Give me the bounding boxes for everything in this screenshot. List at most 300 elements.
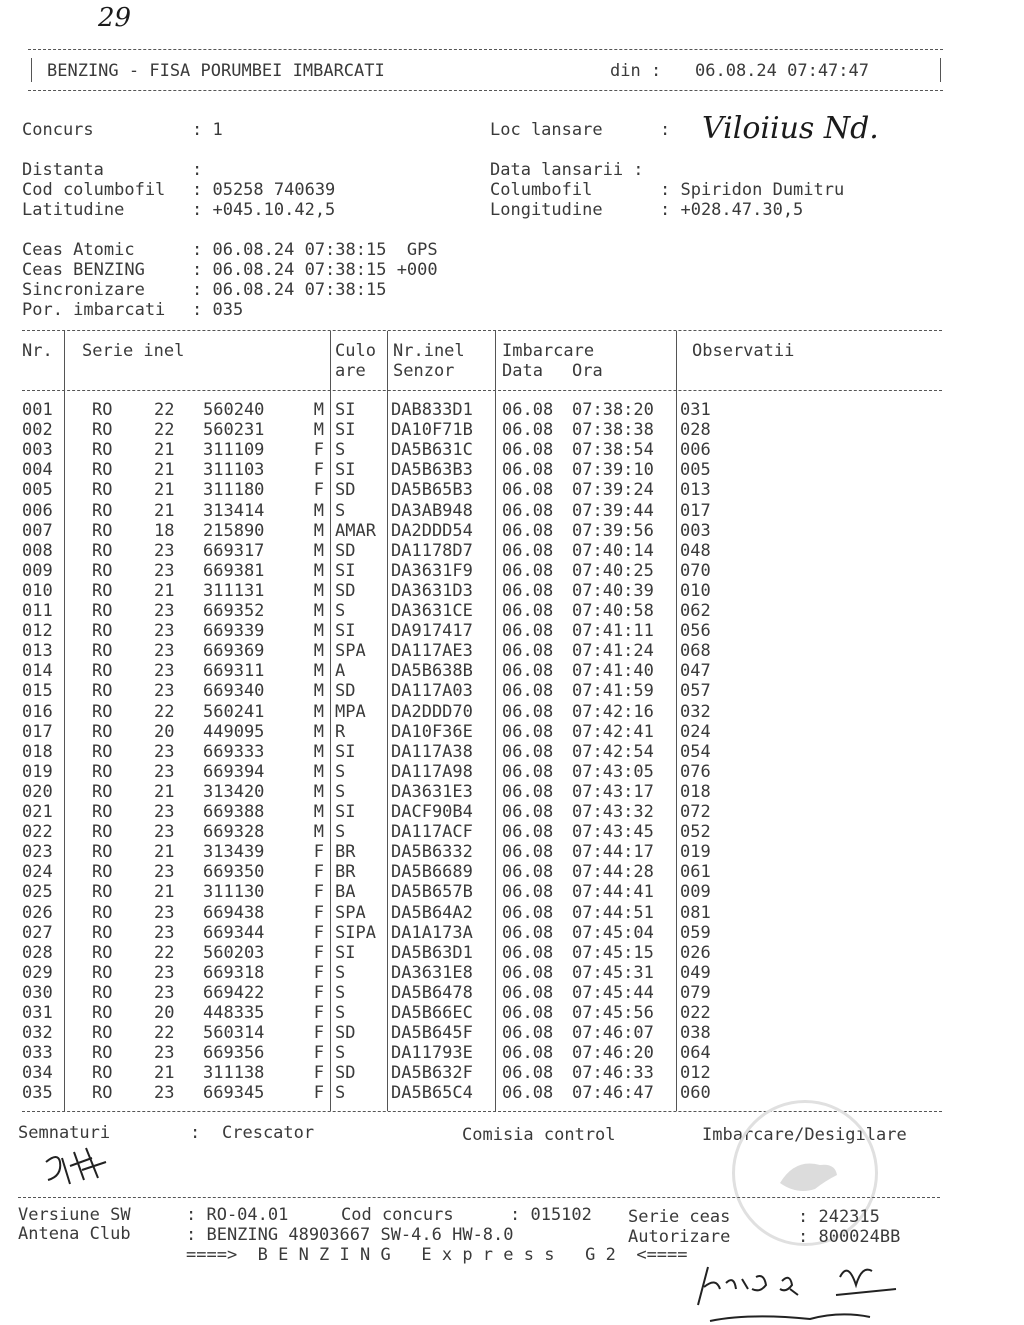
cell-senzor: DA5B6332 bbox=[391, 842, 473, 863]
cell-year: 23 bbox=[154, 822, 175, 843]
cell-obs: 052 bbox=[680, 822, 711, 843]
cell-data: 06.08 bbox=[502, 922, 554, 943]
header-right-bar bbox=[940, 58, 941, 82]
cell-culoare: AMAR bbox=[335, 520, 376, 541]
cell-nr: 018 bbox=[22, 741, 53, 762]
cell-nr: 030 bbox=[22, 982, 53, 1003]
ceas-atomic-value: : 06.08.24 07:38:15 GPS bbox=[192, 240, 438, 260]
table-row bbox=[0, 641, 1024, 661]
cell-obs: 038 bbox=[680, 1023, 711, 1044]
cell-number: 669356 bbox=[203, 1043, 265, 1064]
cell-ora: 07:46:47 bbox=[572, 1083, 654, 1104]
cell-senzor: DA5B657B bbox=[391, 882, 473, 903]
cell-culoare: SD bbox=[335, 580, 356, 601]
columbofil-label: Columbofil bbox=[490, 180, 593, 200]
cell-data: 06.08 bbox=[502, 741, 554, 762]
cell-culoare: S bbox=[335, 500, 346, 521]
cell-ora: 07:41:24 bbox=[572, 641, 654, 662]
cell-obs: 047 bbox=[680, 661, 711, 682]
cell-sex: M bbox=[313, 601, 324, 621]
cell-number: 311103 bbox=[203, 460, 265, 481]
cell-senzor: DA3631F9 bbox=[391, 560, 473, 581]
table-row bbox=[0, 581, 1024, 601]
cod-columbofil-value: : 05258 740639 bbox=[192, 180, 336, 200]
cell-country: RO bbox=[92, 802, 113, 822]
cell-nr: 021 bbox=[22, 802, 53, 822]
cell-number: 669340 bbox=[203, 681, 265, 702]
cell-culoare: SPA bbox=[335, 902, 366, 923]
cell-country: RO bbox=[92, 540, 113, 561]
cell-nr: 004 bbox=[22, 460, 53, 481]
cell-data: 06.08 bbox=[502, 460, 554, 481]
cod-concurs-label: Cod concurs bbox=[341, 1205, 454, 1225]
cod-concurs-value: : 015102 bbox=[510, 1205, 592, 1225]
cell-country: RO bbox=[92, 1023, 113, 1044]
cell-country: RO bbox=[92, 922, 113, 943]
cell-number: 669339 bbox=[203, 621, 265, 642]
longitudine-value: : +028.47.30,5 bbox=[660, 200, 804, 220]
cell-culoare: BR bbox=[335, 862, 356, 883]
cell-data: 06.08 bbox=[502, 520, 554, 541]
cell-culoare: SIPA bbox=[335, 922, 376, 943]
cell-culoare: S bbox=[335, 822, 346, 843]
cell-number: 560240 bbox=[203, 400, 265, 420]
cell-obs: 013 bbox=[680, 480, 711, 501]
antena-club-label: Antena Club bbox=[18, 1224, 131, 1244]
cell-senzor: DA5B632F bbox=[391, 1063, 473, 1084]
cell-year: 23 bbox=[154, 601, 175, 621]
cell-nr: 024 bbox=[22, 862, 53, 883]
cell-year: 22 bbox=[154, 942, 175, 963]
sincronizare-value: : 06.08.24 07:38:15 bbox=[192, 280, 387, 300]
header-observatii: Observatii bbox=[692, 341, 795, 361]
cell-obs: 032 bbox=[680, 701, 711, 722]
cell-senzor: DA1A173A bbox=[391, 922, 473, 943]
cell-obs: 026 bbox=[680, 942, 711, 963]
cell-ora: 07:40:58 bbox=[572, 601, 654, 621]
cell-culoare: SD bbox=[335, 540, 356, 561]
cell-culoare: BR bbox=[335, 842, 356, 863]
cell-ora: 07:43:17 bbox=[572, 781, 654, 802]
table-row bbox=[0, 400, 1024, 420]
cell-country: RO bbox=[92, 902, 113, 923]
cell-obs: 017 bbox=[680, 500, 711, 521]
cell-sex: M bbox=[313, 681, 324, 702]
cell-ora: 07:44:41 bbox=[572, 882, 654, 903]
cell-sex: M bbox=[313, 641, 324, 662]
table-row bbox=[0, 440, 1024, 460]
cell-obs: 012 bbox=[680, 1063, 711, 1084]
commission-signatures bbox=[690, 1255, 920, 1325]
cell-sex: M bbox=[313, 802, 324, 822]
cell-year: 23 bbox=[154, 962, 175, 983]
report-title: BENZING - FISA PORUMBEI IMBARCATI bbox=[47, 61, 385, 81]
cell-country: RO bbox=[92, 962, 113, 983]
cell-nr: 019 bbox=[22, 761, 53, 782]
cell-data: 06.08 bbox=[502, 1023, 554, 1044]
cell-ora: 07:42:41 bbox=[572, 721, 654, 742]
columbofil-value: : Spiridon Dumitru bbox=[660, 180, 845, 200]
cell-data: 06.08 bbox=[502, 882, 554, 903]
cell-number: 311130 bbox=[203, 882, 265, 903]
cell-number: 311138 bbox=[203, 1063, 265, 1084]
table-row bbox=[0, 420, 1024, 440]
autorizare-label: Autorizare bbox=[628, 1227, 731, 1247]
cell-data: 06.08 bbox=[502, 400, 554, 420]
cell-year: 23 bbox=[154, 661, 175, 682]
sincronizare-label: Sincronizare bbox=[22, 280, 145, 300]
cell-ora: 07:39:56 bbox=[572, 520, 654, 541]
cell-obs: 003 bbox=[680, 520, 711, 541]
cell-sex: M bbox=[313, 400, 324, 420]
cell-obs: 062 bbox=[680, 601, 711, 621]
cell-senzor: DA2DDD54 bbox=[391, 520, 473, 541]
cell-culoare: S bbox=[335, 761, 346, 782]
cell-ora: 07:45:15 bbox=[572, 942, 654, 963]
cell-obs: 031 bbox=[680, 400, 711, 420]
cell-senzor: DA5B65B3 bbox=[391, 480, 473, 501]
cell-data: 06.08 bbox=[502, 1003, 554, 1023]
cell-nr: 017 bbox=[22, 721, 53, 742]
cell-culoare: SD bbox=[335, 480, 356, 501]
cell-number: 560231 bbox=[203, 420, 265, 441]
cell-country: RO bbox=[92, 621, 113, 642]
cell-country: RO bbox=[92, 1043, 113, 1064]
cell-culoare: S bbox=[335, 982, 346, 1003]
cell-nr: 001 bbox=[22, 400, 53, 420]
signature-imbarcare-label: Imbarcare/Desigilare bbox=[702, 1125, 907, 1145]
cell-ora: 07:42:54 bbox=[572, 741, 654, 762]
cell-ora: 07:46:20 bbox=[572, 1043, 654, 1064]
cell-sex: F bbox=[313, 922, 324, 943]
cell-ora: 07:41:11 bbox=[572, 621, 654, 642]
cell-data: 06.08 bbox=[502, 420, 554, 441]
cell-year: 23 bbox=[154, 922, 175, 943]
cell-data: 06.08 bbox=[502, 1083, 554, 1104]
cell-number: 669311 bbox=[203, 661, 265, 682]
cell-ora: 07:45:44 bbox=[572, 982, 654, 1003]
cell-year: 22 bbox=[154, 400, 175, 420]
cell-number: 215890 bbox=[203, 520, 265, 541]
cell-obs: 057 bbox=[680, 681, 711, 702]
cell-obs: 060 bbox=[680, 1083, 711, 1104]
cell-ora: 07:42:16 bbox=[572, 701, 654, 722]
table-row bbox=[0, 541, 1024, 561]
cell-senzor: DA5B645F bbox=[391, 1023, 473, 1044]
cell-sex: F bbox=[313, 1023, 324, 1044]
cell-nr: 013 bbox=[22, 641, 53, 662]
cell-number: 669422 bbox=[203, 982, 265, 1003]
cell-ora: 07:39:24 bbox=[572, 480, 654, 501]
cell-nr: 033 bbox=[22, 1043, 53, 1064]
cell-number: 313414 bbox=[203, 500, 265, 521]
cell-year: 23 bbox=[154, 641, 175, 662]
cell-sex: M bbox=[313, 781, 324, 802]
cell-ora: 07:43:32 bbox=[572, 802, 654, 822]
cell-country: RO bbox=[92, 681, 113, 702]
cell-data: 06.08 bbox=[502, 802, 554, 822]
cell-obs: 061 bbox=[680, 862, 711, 883]
table-row bbox=[0, 923, 1024, 943]
cell-senzor: DAB833D1 bbox=[391, 400, 473, 420]
benzing-express-banner: ====> B E N Z I N G E x p r e s s G 2 <==== bbox=[186, 1245, 688, 1265]
cell-culoare: SI bbox=[335, 621, 356, 642]
header-top-border bbox=[28, 49, 943, 50]
cell-country: RO bbox=[92, 520, 113, 541]
cell-data: 06.08 bbox=[502, 621, 554, 642]
header-nr-inel-1: Nr.inel bbox=[393, 341, 465, 361]
table-row bbox=[0, 521, 1024, 541]
header-culoare-1: Culo bbox=[335, 341, 376, 361]
header-nr: Nr. bbox=[22, 341, 53, 361]
cell-ora: 07:39:44 bbox=[572, 500, 654, 521]
cell-senzor: DA3631E3 bbox=[391, 781, 473, 802]
cell-culoare: S bbox=[335, 1043, 346, 1064]
cell-ora: 07:39:10 bbox=[572, 460, 654, 481]
cell-obs: 010 bbox=[680, 580, 711, 601]
cell-nr: 022 bbox=[22, 822, 53, 843]
cell-ora: 07:44:28 bbox=[572, 862, 654, 883]
cell-sex: M bbox=[313, 580, 324, 601]
cell-ora: 07:45:04 bbox=[572, 922, 654, 943]
cell-number: 448335 bbox=[203, 1003, 265, 1023]
cell-culoare: SD bbox=[335, 1063, 356, 1084]
cell-ora: 07:44:51 bbox=[572, 902, 654, 923]
table-row bbox=[0, 561, 1024, 581]
table-row bbox=[0, 460, 1024, 480]
cell-data: 06.08 bbox=[502, 761, 554, 782]
cell-year: 21 bbox=[154, 882, 175, 903]
cell-number: 669381 bbox=[203, 560, 265, 581]
cell-senzor: DA5B64A2 bbox=[391, 902, 473, 923]
cell-culoare: S bbox=[335, 440, 346, 461]
footer-top-border bbox=[18, 1197, 940, 1198]
cell-sex: M bbox=[313, 560, 324, 581]
cell-country: RO bbox=[92, 741, 113, 762]
cell-culoare: S bbox=[335, 601, 346, 621]
cell-nr: 003 bbox=[22, 440, 53, 461]
cell-senzor: DA10F71B bbox=[391, 420, 473, 441]
cell-ora: 07:41:59 bbox=[572, 681, 654, 702]
cell-culoare: S bbox=[335, 962, 346, 983]
cell-sex: F bbox=[313, 862, 324, 883]
cell-ora: 07:38:20 bbox=[572, 400, 654, 420]
cell-nr: 029 bbox=[22, 962, 53, 983]
cell-sex: F bbox=[313, 982, 324, 1003]
table-row bbox=[0, 782, 1024, 802]
cell-year: 23 bbox=[154, 761, 175, 782]
cell-country: RO bbox=[92, 661, 113, 682]
cell-nr: 015 bbox=[22, 681, 53, 702]
ceas-benzing-value: : 06.08.24 07:38:15 +000 bbox=[192, 260, 438, 280]
cell-year: 21 bbox=[154, 460, 175, 481]
cell-obs: 006 bbox=[680, 440, 711, 461]
cell-nr: 012 bbox=[22, 621, 53, 642]
handwritten-page-number: 29 bbox=[98, 3, 132, 33]
loc-lansare-label: Loc lansare bbox=[490, 120, 603, 140]
cell-number: 669388 bbox=[203, 802, 265, 822]
cell-senzor: DA3AB948 bbox=[391, 500, 473, 521]
loc-lansare-handwritten: Viloiius Nd. bbox=[702, 111, 879, 146]
table-row bbox=[0, 983, 1024, 1003]
cell-country: RO bbox=[92, 822, 113, 843]
cell-country: RO bbox=[92, 862, 113, 883]
cell-number: 669394 bbox=[203, 761, 265, 782]
cell-senzor: DA5B631C bbox=[391, 440, 473, 461]
cell-country: RO bbox=[92, 601, 113, 621]
serie-ceas-value: : 242315 bbox=[798, 1207, 880, 1227]
cell-number: 560241 bbox=[203, 701, 265, 722]
crescator-signature bbox=[40, 1140, 120, 1195]
cell-data: 06.08 bbox=[502, 942, 554, 963]
cell-nr: 026 bbox=[22, 902, 53, 923]
cell-year: 21 bbox=[154, 1063, 175, 1084]
cell-obs: 056 bbox=[680, 621, 711, 642]
cell-country: RO bbox=[92, 942, 113, 963]
cell-year: 23 bbox=[154, 741, 175, 762]
cell-senzor: DA117A03 bbox=[391, 681, 473, 702]
cell-country: RO bbox=[92, 480, 113, 501]
cell-ora: 07:44:17 bbox=[572, 842, 654, 863]
table-row bbox=[0, 702, 1024, 722]
cell-ora: 07:38:54 bbox=[572, 440, 654, 461]
cell-obs: 048 bbox=[680, 540, 711, 561]
table-row bbox=[0, 822, 1024, 842]
cell-number: 560314 bbox=[203, 1023, 265, 1044]
cell-data: 06.08 bbox=[502, 641, 554, 662]
header-imbarcare-ora: Ora bbox=[572, 361, 603, 381]
cell-senzor: DA117A98 bbox=[391, 761, 473, 782]
cell-data: 06.08 bbox=[502, 681, 554, 702]
cell-obs: 018 bbox=[680, 781, 711, 802]
cell-obs: 079 bbox=[680, 982, 711, 1003]
cell-country: RO bbox=[92, 641, 113, 662]
cell-year: 22 bbox=[154, 701, 175, 722]
cell-number: 311131 bbox=[203, 580, 265, 601]
table-row bbox=[0, 601, 1024, 621]
cell-senzor: DA5B65C4 bbox=[391, 1083, 473, 1104]
cell-ora: 07:40:14 bbox=[572, 540, 654, 561]
cell-number: 669350 bbox=[203, 862, 265, 883]
cell-country: RO bbox=[92, 982, 113, 1003]
cell-year: 23 bbox=[154, 982, 175, 1003]
cell-sex: M bbox=[313, 520, 324, 541]
cell-obs: 081 bbox=[680, 902, 711, 923]
cell-senzor: DA1178D7 bbox=[391, 540, 473, 561]
cell-culoare: A bbox=[335, 661, 346, 682]
loc-lansare-sep: : bbox=[660, 120, 671, 140]
latitudine-value: : +045.10.42,5 bbox=[192, 200, 336, 220]
cell-senzor: DA5B638B bbox=[391, 661, 473, 682]
cell-obs: 019 bbox=[680, 842, 711, 863]
cell-year: 21 bbox=[154, 781, 175, 802]
cell-nr: 034 bbox=[22, 1063, 53, 1084]
cell-data: 06.08 bbox=[502, 822, 554, 843]
autorizare-value: : 800024BB bbox=[798, 1227, 901, 1247]
cell-country: RO bbox=[92, 1003, 113, 1023]
cell-sex: M bbox=[313, 761, 324, 782]
cell-year: 20 bbox=[154, 1003, 175, 1023]
cell-nr: 009 bbox=[22, 560, 53, 581]
cell-sex: F bbox=[313, 882, 324, 903]
cell-country: RO bbox=[92, 560, 113, 581]
cell-nr: 006 bbox=[22, 500, 53, 521]
cell-culoare: SI bbox=[335, 420, 356, 441]
cell-number: 449095 bbox=[203, 721, 265, 742]
cell-senzor: DACF90B4 bbox=[391, 802, 473, 822]
cell-year: 20 bbox=[154, 721, 175, 742]
cell-country: RO bbox=[92, 580, 113, 601]
cell-nr: 032 bbox=[22, 1023, 53, 1044]
cell-obs: 059 bbox=[680, 922, 711, 943]
cell-country: RO bbox=[92, 440, 113, 461]
cell-culoare: SI bbox=[335, 802, 356, 822]
cell-number: 313439 bbox=[203, 842, 265, 863]
cell-country: RO bbox=[92, 781, 113, 802]
cell-senzor: DA117ACF bbox=[391, 822, 473, 843]
cell-senzor: DA117A38 bbox=[391, 741, 473, 762]
table-row bbox=[0, 661, 1024, 681]
cell-year: 21 bbox=[154, 580, 175, 601]
cell-senzor: DA11793E bbox=[391, 1043, 473, 1064]
cell-country: RO bbox=[92, 882, 113, 903]
cell-number: 669318 bbox=[203, 962, 265, 983]
table-row bbox=[0, 862, 1024, 882]
cell-nr: 002 bbox=[22, 420, 53, 441]
table-row bbox=[0, 1083, 1024, 1103]
latitudine-label: Latitudine bbox=[22, 200, 125, 220]
header-left-bar bbox=[31, 58, 32, 82]
cell-nr: 010 bbox=[22, 580, 53, 601]
cell-sex: F bbox=[313, 942, 324, 963]
cell-senzor: DA2DDD70 bbox=[391, 701, 473, 722]
cell-number: 669333 bbox=[203, 741, 265, 762]
versiune-sw-label: Versiune SW bbox=[18, 1205, 131, 1225]
cell-ora: 07:43:05 bbox=[572, 761, 654, 782]
signatures-sep: : bbox=[190, 1123, 201, 1143]
serie-ceas-label: Serie ceas bbox=[628, 1207, 731, 1227]
cell-year: 23 bbox=[154, 1043, 175, 1064]
cell-year: 23 bbox=[154, 1083, 175, 1104]
cell-data: 06.08 bbox=[502, 480, 554, 501]
cell-sex: M bbox=[313, 540, 324, 561]
cell-culoare: S bbox=[335, 781, 346, 802]
cell-data: 06.08 bbox=[502, 962, 554, 983]
cell-culoare: S bbox=[335, 1083, 346, 1104]
cell-data: 06.08 bbox=[502, 560, 554, 581]
cell-number: 311109 bbox=[203, 440, 265, 461]
cell-sex: M bbox=[313, 701, 324, 722]
cell-nr: 031 bbox=[22, 1003, 53, 1023]
cell-data: 06.08 bbox=[502, 440, 554, 461]
report-date-label: din : bbox=[610, 61, 662, 81]
cell-number: 313420 bbox=[203, 781, 265, 802]
versiune-sw-value: : RO-04.01 bbox=[186, 1205, 289, 1225]
cell-culoare: SI bbox=[335, 741, 356, 762]
cell-data: 06.08 bbox=[502, 781, 554, 802]
concurs-value: : 1 bbox=[192, 120, 223, 140]
cell-obs: 049 bbox=[680, 962, 711, 983]
cell-senzor: DA5B66EC bbox=[391, 1003, 473, 1023]
cell-country: RO bbox=[92, 842, 113, 863]
table-row bbox=[0, 1023, 1024, 1043]
cell-sex: F bbox=[313, 842, 324, 863]
cell-year: 18 bbox=[154, 520, 175, 541]
cell-obs: 054 bbox=[680, 741, 711, 762]
header-nr-inel-2: Senzor bbox=[393, 361, 455, 381]
cell-sex: F bbox=[313, 1063, 324, 1084]
cell-country: RO bbox=[92, 400, 113, 420]
